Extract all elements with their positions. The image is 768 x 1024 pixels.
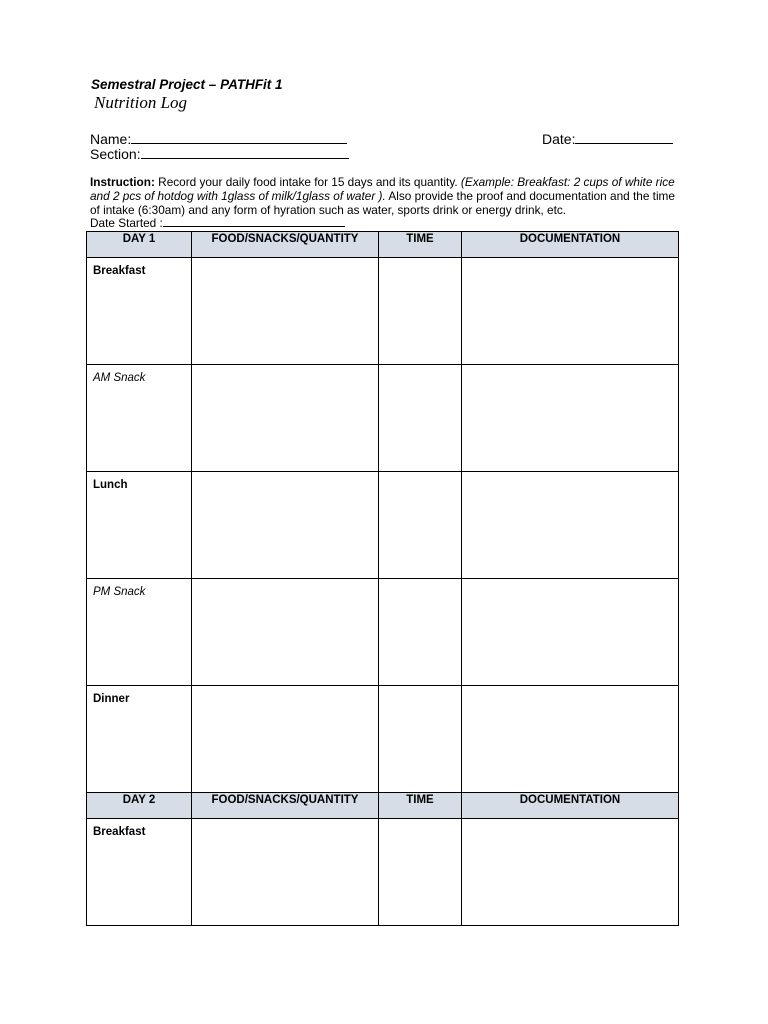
documentation-cell[interactable] xyxy=(462,472,679,579)
instruction-example: (Example: Breakfast: 2 cups of white rice and 2 pcs of hotdog with 1glass of milk/1glass of water ). xyxy=(90,175,675,203)
food-cell[interactable] xyxy=(192,472,379,579)
day-header: DAY 2 xyxy=(87,793,192,819)
date-started-line[interactable] xyxy=(163,216,345,227)
table-header-row xyxy=(87,232,679,258)
meal-label-dinner: Dinner xyxy=(87,686,192,793)
instruction-label: Instruction: xyxy=(90,175,155,189)
instruction-text xyxy=(90,175,686,217)
table-row xyxy=(87,686,679,793)
time-cell[interactable] xyxy=(379,579,462,686)
food-cell[interactable] xyxy=(192,686,379,793)
table-row xyxy=(87,819,679,926)
documentation-column-header: DOCUMENTATION xyxy=(462,793,679,819)
name-field[interactable] xyxy=(90,131,347,147)
food-cell[interactable] xyxy=(192,579,379,686)
date-line[interactable] xyxy=(575,131,673,144)
documentation-cell[interactable] xyxy=(462,579,679,686)
time-column-header: TIME xyxy=(379,793,462,819)
table-row xyxy=(87,365,679,472)
time-column-header: TIME xyxy=(379,232,462,258)
meal-label-am-snack: AM Snack xyxy=(87,365,192,472)
section-label: Section: xyxy=(90,146,141,162)
section-line[interactable] xyxy=(141,146,349,159)
date-started-field[interactable] xyxy=(90,216,345,230)
table-header-row xyxy=(87,793,679,819)
project-title: Semestral Project – PATHFit 1 xyxy=(91,77,283,92)
instruction-body-2: Also provide the proof and documentation and the time of intake (6:30am) and any form of hyration such as water, sports drink or energy drink, etc. xyxy=(90,189,675,217)
table-row xyxy=(87,472,679,579)
document-title: Nutrition Log xyxy=(94,93,188,112)
section-field[interactable] xyxy=(90,146,349,162)
documentation-cell[interactable] xyxy=(462,258,679,365)
meal-label-pm-snack: PM Snack xyxy=(87,579,192,686)
documentation-cell[interactable] xyxy=(462,686,679,793)
meal-label-breakfast: Breakfast xyxy=(87,819,192,926)
nutrition-log-table xyxy=(86,231,679,926)
food-column-header: FOOD/SNACKS/QUANTITY xyxy=(192,793,379,819)
instruction-body-1: Record your daily food intake for 15 days and its quantity. xyxy=(154,175,461,189)
time-cell[interactable] xyxy=(379,365,462,472)
food-cell[interactable] xyxy=(192,258,379,365)
name-line[interactable] xyxy=(131,131,347,144)
table-row xyxy=(87,258,679,365)
time-cell[interactable] xyxy=(379,258,462,365)
food-cell[interactable] xyxy=(192,819,379,926)
table-row xyxy=(87,579,679,686)
meal-label-breakfast: Breakfast xyxy=(87,258,192,365)
date-label: Date: xyxy=(542,131,576,147)
documentation-column-header: DOCUMENTATION xyxy=(462,232,679,258)
date-field[interactable] xyxy=(542,131,673,147)
food-column-header: FOOD/SNACKS/QUANTITY xyxy=(192,232,379,258)
meal-label-lunch: Lunch xyxy=(87,472,192,579)
time-cell[interactable] xyxy=(379,686,462,793)
documentation-cell[interactable] xyxy=(462,819,679,926)
name-label: Name: xyxy=(90,131,132,147)
food-cell[interactable] xyxy=(192,365,379,472)
time-cell[interactable] xyxy=(379,819,462,926)
time-cell[interactable] xyxy=(379,472,462,579)
date-started-label: Date Started : xyxy=(90,216,163,230)
documentation-cell[interactable] xyxy=(462,365,679,472)
day-header: DAY 1 xyxy=(87,232,192,258)
